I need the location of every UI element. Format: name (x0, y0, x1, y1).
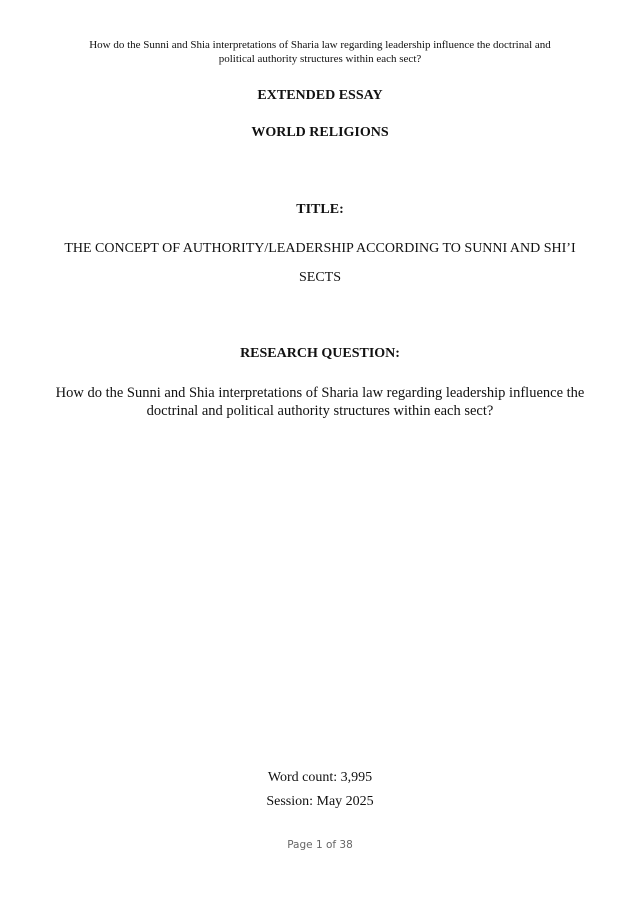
running-header-line-2: political authority structures within each sect? (218, 53, 422, 65)
title-line-2: SECTS (298, 270, 341, 285)
research-question-line-2: doctrinal and political authority structures within each sect? (146, 403, 494, 419)
research-question-label: RESEARCH QUESTION: (240, 346, 400, 361)
session: Session: May 2025 (266, 794, 374, 809)
subject: WORLD RELIGIONS (251, 125, 389, 140)
running-header-line-1: How do the Sunni and Shia interpretations of Sharia law regarding leadership influence the doctrinal and (89, 39, 551, 51)
title-label: TITLE: (296, 202, 344, 217)
title-line-1: THE CONCEPT OF AUTHORITY/LEADERSHIP ACCORDING TO SUNNI AND SHI’I (64, 241, 576, 256)
page-indicator: Page 1 of 38 (287, 839, 353, 851)
word-count: Word count: 3,995 (267, 770, 373, 785)
research-question-line-1: How do the Sunni and Shia interpretations of Sharia law regarding leadership influence the (55, 385, 585, 401)
essay-type: EXTENDED ESSAY (257, 88, 383, 103)
